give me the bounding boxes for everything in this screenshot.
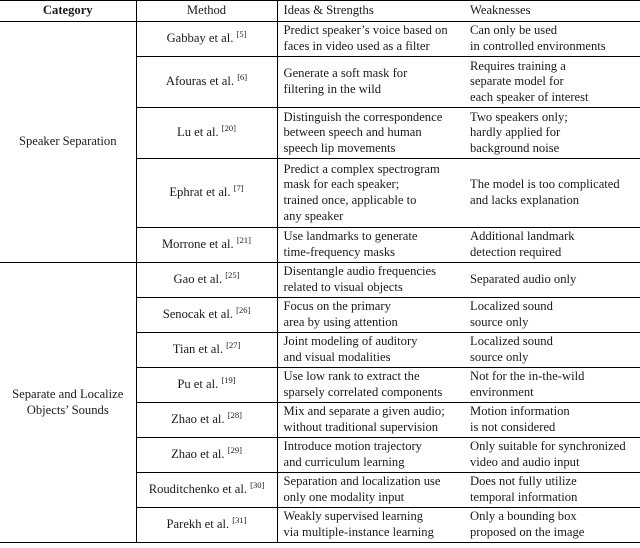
category-cell bbox=[0, 263, 136, 543]
weaknesses-cell: Only suitable for synchronized video and audio input bbox=[464, 438, 640, 473]
weaknesses-cell: Separated audio only bbox=[464, 263, 640, 298]
weaknesses-cell: Does not fully utilize temporal information bbox=[464, 473, 640, 508]
method-name: Senocak et al. bbox=[162, 307, 233, 322]
method-cell bbox=[136, 508, 277, 543]
citation-ref: [27] bbox=[226, 340, 241, 351]
method-cell bbox=[136, 108, 277, 159]
weaknesses-cell: Additional landmark detection required bbox=[464, 228, 640, 263]
weaknesses-cell: Can only be used in controlled environments bbox=[464, 22, 640, 57]
weaknesses-cell: Motion information is not considered bbox=[464, 403, 640, 438]
citation-ref: [19] bbox=[221, 375, 236, 386]
method-name: Ephrat et al. bbox=[169, 185, 231, 200]
method-name: Zhao et al. bbox=[171, 447, 225, 462]
weaknesses-cell: Not for the in-the-wild environment bbox=[464, 368, 640, 403]
table-body bbox=[0, 22, 640, 543]
method-cell bbox=[136, 438, 277, 473]
citation-ref: [26] bbox=[236, 305, 251, 316]
method-name: Morrone et al. bbox=[161, 237, 234, 252]
weaknesses-cell: Only a bounding box proposed on the image bbox=[464, 508, 640, 543]
method-cell bbox=[136, 368, 277, 403]
method-cell bbox=[136, 57, 277, 108]
method-cell bbox=[136, 228, 277, 263]
method-name: Rouditchenko et al. bbox=[148, 482, 247, 497]
ideas-cell: Mix and separate a given audio; without traditional supervision bbox=[277, 403, 464, 438]
weaknesses-cell: Two speakers only; hardly applied for background noise bbox=[464, 108, 640, 159]
method-cell bbox=[136, 298, 277, 333]
weaknesses-cell: Localized sound source only bbox=[464, 333, 640, 368]
weaknesses-cell: Localized sound source only bbox=[464, 298, 640, 333]
citation-ref: [29] bbox=[227, 445, 242, 456]
header-category: Category bbox=[0, 1, 136, 22]
header-weaknesses: Weaknesses bbox=[464, 1, 640, 22]
citation-ref: [6] bbox=[237, 72, 248, 83]
citation-ref: [21] bbox=[236, 235, 252, 246]
table-row bbox=[0, 263, 640, 298]
ideas-cell: Generate a soft mask for filtering in the wild bbox=[277, 57, 464, 108]
method-name: Afouras et al. bbox=[165, 74, 235, 89]
method-cell bbox=[136, 473, 277, 508]
category-cell bbox=[0, 22, 136, 263]
ideas-cell: Predict a complex spectrogram mask for each speaker; trained once, applicable to any speaker bbox=[277, 159, 464, 228]
ideas-cell: Weakly supervised learning via multiple-instance learning bbox=[277, 508, 464, 543]
category-label: Separate and Localize Objects’ Sounds bbox=[12, 386, 124, 417]
method-name: Pu et al. bbox=[177, 377, 219, 392]
method-name: Tian et al. bbox=[172, 342, 223, 357]
ideas-cell: Introduce motion trajectory and curriculum learning bbox=[277, 438, 464, 473]
method-cell bbox=[136, 22, 277, 57]
citation-ref: [25] bbox=[225, 270, 240, 281]
method-cell bbox=[136, 403, 277, 438]
citation-ref: [5] bbox=[236, 29, 247, 40]
citation-ref: [20] bbox=[221, 123, 236, 134]
citation-ref: [7] bbox=[233, 183, 244, 194]
method-name: Parekh et al. bbox=[166, 517, 230, 532]
method-cell bbox=[136, 159, 277, 228]
citation-ref: [30] bbox=[250, 480, 265, 491]
citation-ref: [28] bbox=[227, 410, 242, 421]
method-name: Lu et al. bbox=[177, 125, 219, 140]
method-name: Gao et al. bbox=[173, 272, 223, 287]
table-row bbox=[0, 22, 640, 57]
method-cell bbox=[136, 263, 277, 298]
ideas-cell: Focus on the primary area by using attention bbox=[277, 298, 464, 333]
method-name: Zhao et al. bbox=[171, 412, 225, 427]
ideas-cell: Use low rank to extract the sparsely correlated components bbox=[277, 368, 464, 403]
header-row bbox=[0, 1, 640, 22]
header-method: Method bbox=[136, 1, 277, 22]
method-cell bbox=[136, 333, 277, 368]
method-name: Gabbay et al. bbox=[166, 31, 234, 46]
ideas-cell: Separation and localization use only one modality input bbox=[277, 473, 464, 508]
ideas-cell: Disentangle audio frequencies related to visual objects bbox=[277, 263, 464, 298]
category-label: Speaker Separation bbox=[18, 134, 117, 149]
ideas-cell: Use landmarks to generate time-frequency masks bbox=[277, 228, 464, 263]
ideas-cell: Distinguish the correspondence between speech and human speech lip movements bbox=[277, 108, 464, 159]
weaknesses-cell: Requires training a separate model for each speaker of interest bbox=[464, 57, 640, 108]
ideas-cell: Predict speaker’s voice based on faces in video used as a filter bbox=[277, 22, 464, 57]
weaknesses-cell: The model is too complicated and lacks explanation bbox=[464, 159, 640, 228]
header-ideas: Ideas & Strengths bbox=[277, 1, 464, 22]
citation-ref: [31] bbox=[232, 515, 247, 526]
ideas-cell: Joint modeling of auditory and visual modalities bbox=[277, 333, 464, 368]
